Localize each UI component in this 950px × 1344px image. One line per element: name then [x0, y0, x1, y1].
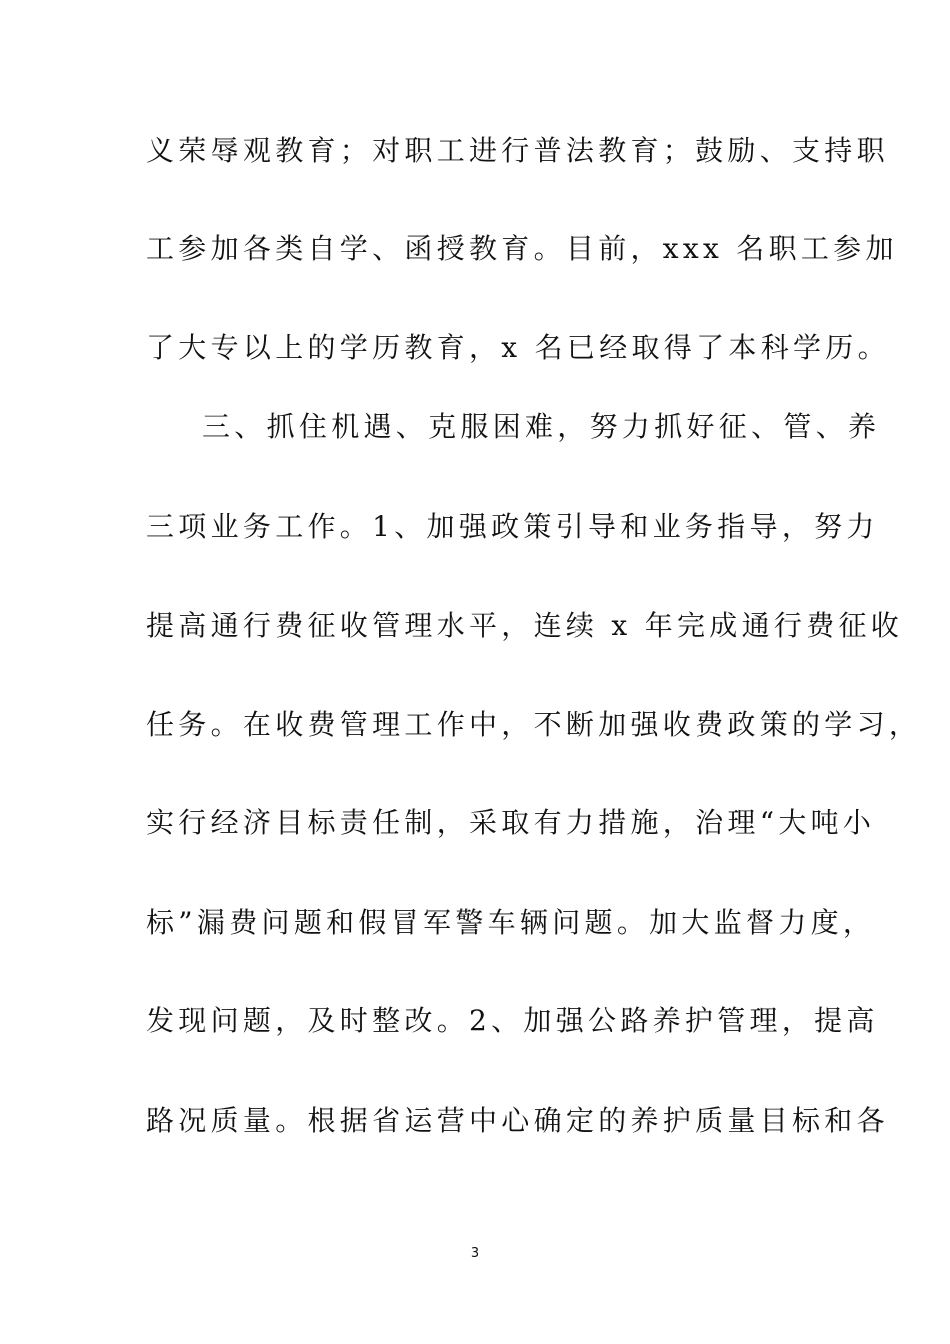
text-line-8: 实行经济目标责任制，采取有力措施，治理“大吨小 — [146, 806, 876, 839]
section-heading-line: 三、抓住机遇、克服困难，努力抓好征、管、养 — [202, 410, 881, 443]
text-line-5: 三项业务工作。1、加强政策引导和业务指导，努力 — [146, 510, 879, 543]
text-line-7: 任务。在收费管理工作中，不断加强收费政策的学习， — [146, 708, 922, 741]
page-number: 3 — [470, 1246, 480, 1261]
text-line-9: 标”漏费问题和假冒军警车辆问题。加大监督力度， — [146, 906, 876, 939]
text-line-2: 工参加各类自学、函授教育。目前，xxx 名职工参加 — [146, 232, 898, 265]
text-line-1: 义荣辱观教育；对职工进行普法教育；鼓励、支持职 — [146, 134, 889, 167]
text-line-10: 发现问题，及时整改。2、加强公路养护管理，提高 — [146, 1004, 879, 1037]
text-line-3: 了大专以上的学历教育，x 名已经取得了本科学历。 — [146, 331, 890, 364]
text-line-11: 路况质量。根据省运营中心确定的养护质量目标和各 — [146, 1104, 889, 1137]
text-line-6: 提高通行费征收管理水平，连续 x 年完成通行费征收 — [146, 609, 904, 642]
